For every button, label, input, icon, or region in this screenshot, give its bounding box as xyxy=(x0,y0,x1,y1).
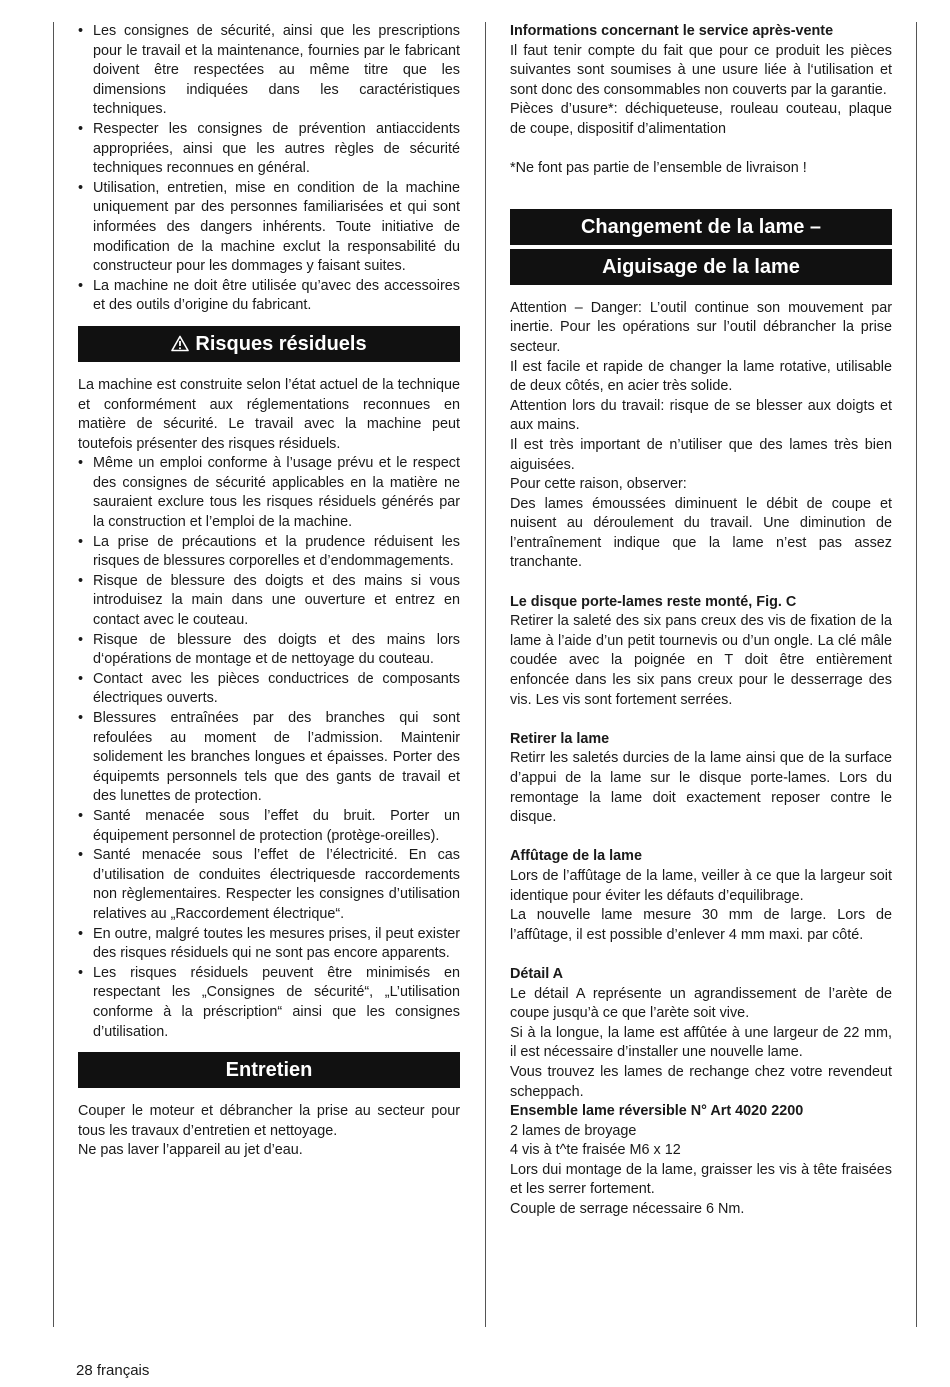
list-item: • Utilisation, entretien, mise en condition de la machine uniquement par des personnes familiarisées et qui sont informées des dangers inhérents. Toute initiative de modification de la machine exclut la responsabilité du constructeur pour les dommages y faisant suites. xyxy=(78,179,460,277)
left-margin-rule xyxy=(53,22,54,1327)
detail-title: Détail A xyxy=(510,965,564,982)
list-item: • La prise de précautions et la prudence réduisent les risques de blessures corporelles et d’endommagements. xyxy=(78,533,460,572)
affutage-title: Affûtage de la lame xyxy=(510,848,642,865)
list-item: • Les risques résiduels peuvent être minimisés en respectant les „Consignes de sécurité“, „L’utilisation conforme à la préscription“ ainsi que les consignes d’utilisation. xyxy=(78,964,460,1042)
disque-text: Retirer la saleté des six pans creux des vis de fixation de la lame à l’aide d’un petit tournevis ou d’un ongle. La clé mâle coudée avec la poignée en T doit être entièrement enfoncée dans les six pans creux pour le desserrage des vis. Les vis sont fortement serrées. xyxy=(510,613,892,708)
list-item: • Risque de blessure des doigts et des mains si vous introduisez la main dans une ouverture et entrez en contact avec le couteau. xyxy=(78,572,460,631)
ensemble-title: Ensemble lame réversible N° Art 4020 2200 xyxy=(510,1103,804,1120)
list-item: • Les consignes de sécurité, ainsi que les prescriptions pour le travail et la maintenance, fournies par le fabricant doivent être respectées au même titre que les dimensions indiquées dans les caractéristiques techniques. xyxy=(78,22,460,120)
intro-text: Des lames émoussées diminuent le débit de coupe et nuisent au déroulement du travail. Une diminution de l’entraînement indique que la lame n’est pas assez tranchante. xyxy=(510,495,892,571)
list-item: • Contact avec les pièces conductrices de composants électriques ouverts. xyxy=(78,670,460,709)
service-text: Il faut tenir compte du fait que pour ce produit les pièces suivantes sont soumises à une usure liée à l‘utilisation et sont donc des consommables non couverts par la garantie. xyxy=(510,42,892,98)
list-item: • Risque de blessure des doigts et des mains lors d‘opérations de montage et de nettoyage du couteau. xyxy=(78,631,460,670)
list-item: • Blessures entraînées par des branches qui sont refoulées au moment de l’admission. Maintenir solidement les branches longues et épaisses. Porter des équipemts personnels tels que des gants de travail et des lunettes de protection. xyxy=(78,709,460,807)
list-item: • La machine ne doit être utilisée qu’avec des accessoires et des outils d’origine du fabricant. xyxy=(78,277,460,316)
entretien-text: Couper le moteur et débrancher la prise au secteur pour tous les travaux d’entretien et nettoyage. xyxy=(78,1103,460,1139)
ensemble-text: 2 lames de broyage xyxy=(510,1122,637,1139)
page-footer: 28 français xyxy=(76,1362,150,1379)
intro-text: Il est très important de n’utiliser que des lames très bien aiguisées. xyxy=(510,436,892,473)
safety-bullet-list xyxy=(78,22,460,316)
list-item: • Santé menacée sous l’effet de l’électricité. En cas d’utilisation de conduites électriquesde raccordements non règlementaires. Respecter les consignes d’utilisation relatives au „Raccordement électrique“. xyxy=(78,846,460,924)
list-item: • En outre, malgré toutes les mesures prises, il peut exister des risques résiduels qui ne sont pas encore apparents. xyxy=(78,925,460,964)
left-column xyxy=(78,22,460,1161)
entretien-text: Ne pas laver l’appareil au jet d’eau. xyxy=(78,1142,303,1159)
retirer-text: Retirr les saletés durcies de la lame ainsi que de la surface d’appui de la lame sur le disque porte-lames. Lors du remontage la lame doit exactement reposer contre le disque. xyxy=(510,750,892,826)
warning-triangle-icon xyxy=(171,328,189,364)
list-item: • Respecter les consignes de prévention antiaccidents appropriées, ainsi que les autres règles de sécurité techniques reconnues en général. xyxy=(78,120,460,179)
risques-intro: La machine est construite selon l’état actuel de la technique et conformément aux réglementations reconnues en matière de sécurité. Le travail avec la machine peut toutefois présenter des risques résiduels. xyxy=(78,376,460,452)
list-item: • Santé menacée sous l’effet du bruit. Porter un équipement personnel de protection (protège-oreilles). xyxy=(78,807,460,846)
ensemble-text: 4 vis à t^te fraisée M6 x 12 xyxy=(510,1142,681,1159)
right-column xyxy=(510,22,892,1220)
ensemble-text: Lors dui montage de la lame, graisser les vis à tête fraisées et les serrer fortement. xyxy=(510,1161,892,1198)
retirer-title: Retirer la lame xyxy=(510,730,610,747)
service-note: *Ne font pas partie de l’ensemble de livraison ! xyxy=(510,160,807,177)
lame-heading-line-2: Aiguisage de la lame xyxy=(510,249,892,285)
detail-text: Si à la longue, la lame est affûtée à une largeur de 22 mm, il est nécessaire d’installer une nouvelle lame. xyxy=(510,1024,892,1061)
risques-bullet-list xyxy=(78,454,460,1042)
intro-text: Attention lors du travail: risque de se blesser aux doigts et aux mains. xyxy=(510,397,892,434)
affutage-text: La nouvelle lame mesure 30 mm de large. Lors de l’affûtage, il est possible d’enlever 4 mm maxi. par côté. xyxy=(510,907,892,943)
disque-title: Le disque porte-lames reste monté, Fig. C xyxy=(510,593,797,610)
detail-text: Le détail A représente un agrandissement de l’arète de coupe jusqu’à ce que l’arète soit vive. xyxy=(510,985,892,1022)
service-text: Pièces d’usure*: déchiqueteuse, rouleau couteau, plaque de coupe, dispositif d’alimentation xyxy=(510,101,892,137)
service-title: Informations concernant le service après-vente xyxy=(510,23,834,39)
ensemble-text: Couple de serrage nécessaire 6 Nm. xyxy=(510,1201,745,1218)
intro-text: Pour cette raison, observer: xyxy=(510,476,687,493)
entretien-heading: Entretien xyxy=(78,1052,460,1088)
right-margin-rule xyxy=(916,22,917,1327)
lame-heading-line-1: Changement de la lame – xyxy=(510,209,892,245)
risques-heading-text: Risques résiduels xyxy=(195,332,367,355)
affutage-text: Lors de l’affûtage de la lame, veiller à ce que la largeur soit identique pour éviter les défauts d’equilibrage. xyxy=(510,867,892,904)
intro-text: Attention – Danger: L’outil continue son mouvement par inertie. Pour les opérations sur l’outil débrancher la prise secteur. xyxy=(510,299,892,355)
risques-heading xyxy=(78,326,460,362)
detail-text: Vous trouvez les lames de rechange chez votre revendeut scheppach. xyxy=(510,1063,892,1100)
list-item: • Même un emploi conforme à l’usage prévu et le respect des consignes de sécurité applicables en la matière ne sauraient exclure tous les risques résiduels générés par la construction et l’emploi de la machine. xyxy=(78,454,460,532)
column-divider-rule xyxy=(485,22,486,1327)
intro-text: Il est facile et rapide de changer la lame rotative, utilisable de deux côtés, en acier très solide. xyxy=(510,358,892,395)
